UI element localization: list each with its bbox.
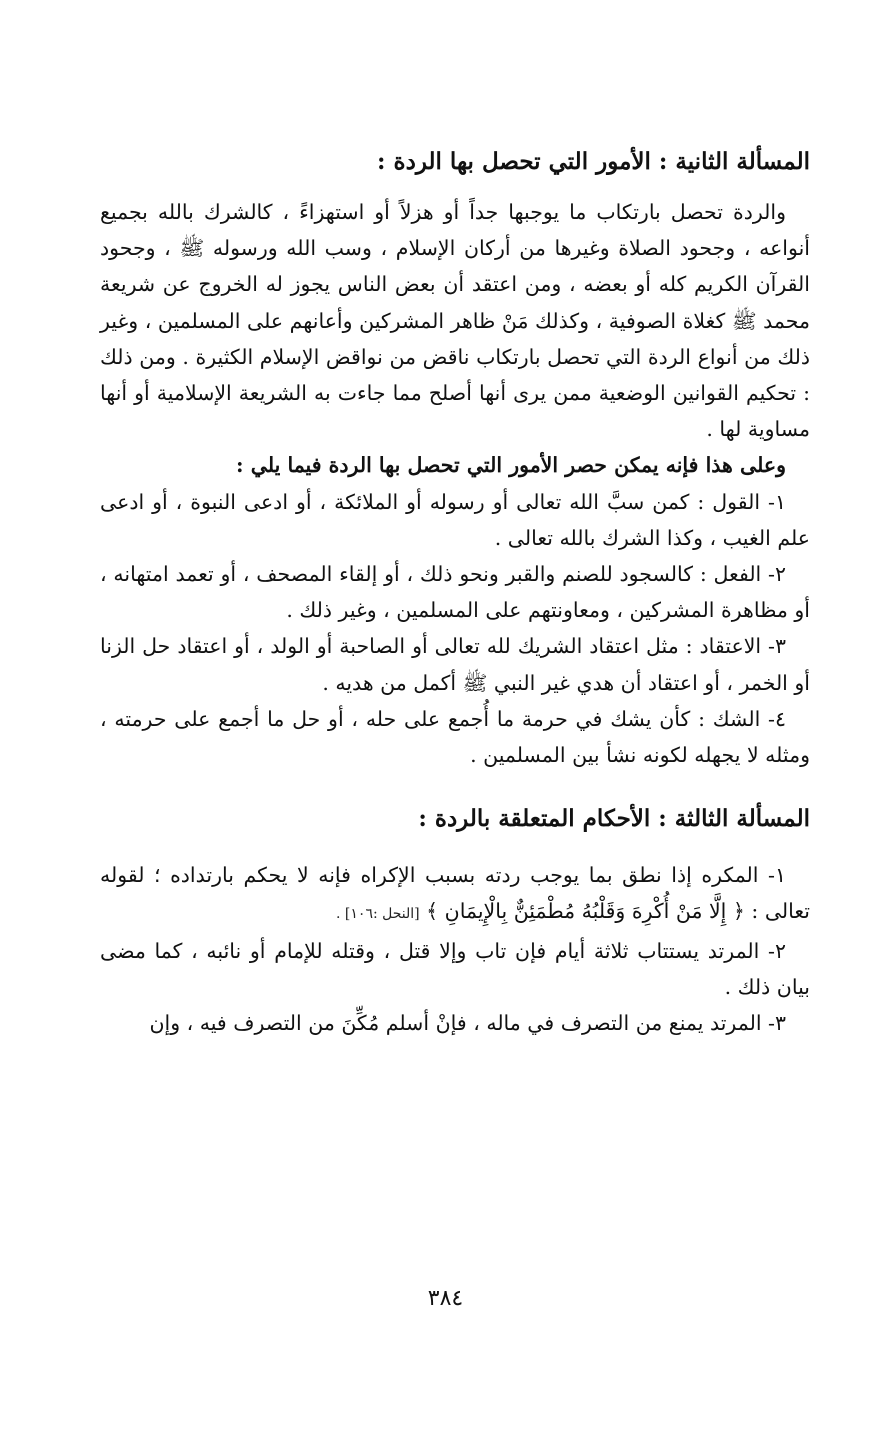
list-item-3: ٣- الاعتقاد : مثل اعتقاد الشريك لله تعالى أو الصاحبة أو الولد ، أو اعتقاد حل الزنا أو الخمر ، أو اعتقاد أن هدي غير النبي ﷺ أكمل من هديه . [100,634,810,695]
page-body [100,138,810,1041]
section-heading-2: المسألة الثانية : الأمور التي تحصل بها الردة : [377,148,810,175]
page-number: ٣٨٤ [427,1286,464,1311]
list-item-1: ١- القول : كمن سبَّ الله تعالى أو رسوله أو الملائكة ، أو ادعى النبوة ، أو ادعى علم الغيب ، وكذا الشرك بالله تعالى . [100,489,810,550]
intro-paragraph: والردة تحصل بارتكاب ما يوجبها جداً أو هزلاً أو استهزاءً ، كالشرك بالله بجميع أنواعه ، وجحود الصلاة وغيرها من أركان الإسلام ، وسب الله ورسوله ﷺ ، وجحود القرآن الكريم كله أو بعضه ، ومن اعتقد أن بعض الناس يجوز له الخروج عن شريعة محمد ﷺ كغلاة الصوفية ، وكذلك مَنْ ظاهر المشركين وأعانهم على المسلمين ، وغير ذلك من أنواع الردة التي تحصل بارتكاب ناقض من نواقض الإسلام الكثيرة . ومن ذلك : تحكيم القوانين الوضعية ممن يرى أنها أصلح مما جاءت به الشريعة الإسلامية أو أنها مساوية لها . [100,200,810,442]
ruling-item-1 [100,857,810,932]
ruling-item-1-text: ١- المكره إذا نطق بما يوجب ردته بسبب الإكراه فإنه لا يحكم بارتداده ؛ لقوله تعالى : ﴿ إِلَّا مَنْ أُكْرِهَ وَقَلْبُهُ مُطْمَئِنٌّ بِالْإِيمَانِ ﴾ [100,863,810,924]
quran-reference: [النحل :١٠٦] . [336,906,420,923]
section-heading-3: المسألة الثالثة : الأحكام المتعلقة بالردة : [418,805,810,833]
lead-paragraph: وعلى هذا فإنه يمكن حصر الأمور التي تحصل بها الردة فيما يلي : [236,453,786,478]
ruling-item-2: ٢- المرتد يستتاب ثلاثة أيام فإن تاب وإلا قتل ، وقتله للإمام أو نائبه ، كما مضى بيان ذلك . [100,938,810,999]
ruling-item-3: ٣- المرتد يمنع من التصرف في ماله ، فإنْ أسلم مُكِّنَ من التصرف فيه ، وإن [149,1011,786,1036]
list-item-4: ٤- الشك : كأن يشك في حرمة ما أُجمع على حله ، أو حل ما أجمع على حرمته ، ومثله لا يجهله لكونه نشأ بين المسلمين . [100,706,810,768]
list-item-2: ٢- الفعل : كالسجود للصنم والقبر ونحو ذلك ، أو إلقاء المصحف ، أو تعمد امتهانه ، أو مظاهرة المشركين ، ومعاونتهم على المسلمين ، وغير ذلك . [100,562,810,623]
